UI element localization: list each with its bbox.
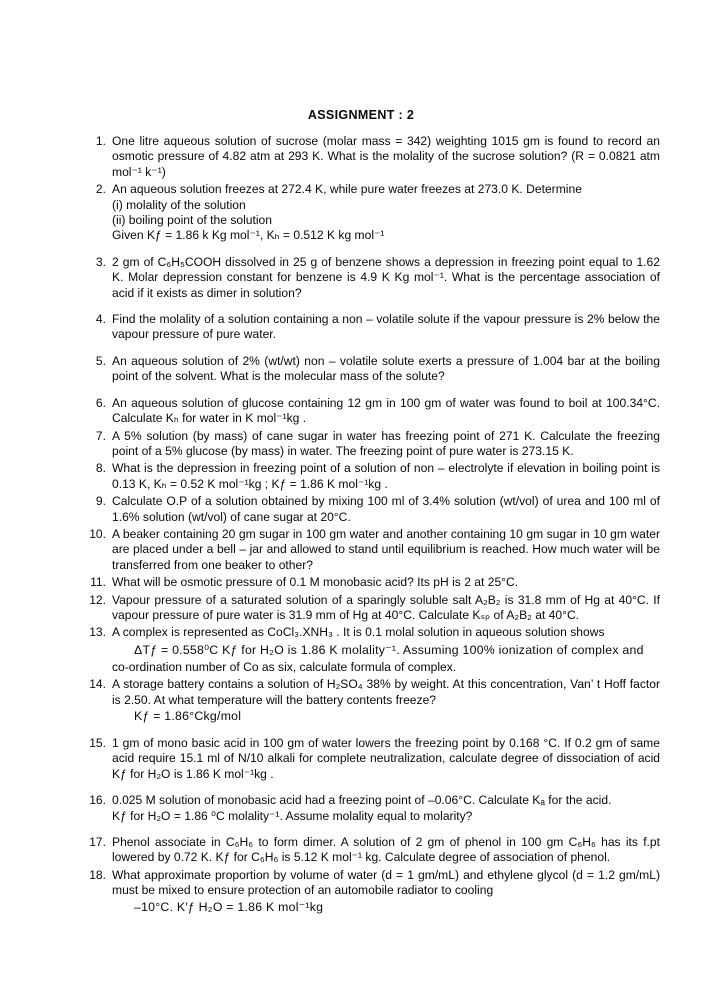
question-number: 13. bbox=[89, 625, 106, 640]
page-title: ASSIGNMENT : 2 bbox=[307, 108, 415, 122]
question-item-13 bbox=[84, 625, 660, 675]
question-tail: co-ordination number of Co as six, calculate formula of complex. bbox=[112, 659, 457, 674]
question-text: An aqueous solution freezes at 272.4 K, while pure water freezes at 273.0 K. Determine bbox=[112, 182, 582, 197]
question-number: 18. bbox=[89, 867, 106, 882]
question-text: A storage battery contains a solution of H₂SO₄ 38% by weight. At this concentration, Van’ t Hoff factor is 2.50. At what temperature will the battery contents freeze? bbox=[112, 677, 660, 707]
question-item-18 bbox=[84, 868, 660, 916]
question-item-15 bbox=[84, 736, 660, 782]
question-number: 5. bbox=[95, 353, 106, 368]
question-number: 11. bbox=[90, 575, 106, 590]
question-text: 2 gm of C₆H₅COOH dissolved in 25 g of benzene shows a depression in freezing point equal to 1.62 K. Molar depression constant for benzene is 4.9 K Kg mol⁻¹. What is the percentage association of acid if it exists as dimer in solution? bbox=[112, 254, 660, 300]
question-number: 14. bbox=[89, 677, 106, 692]
question-item-8 bbox=[84, 461, 660, 492]
question-item-7 bbox=[84, 429, 660, 460]
question-text: Phenol associate in C₆H₆ to form dimer. A solution of 2 gm of phenol in 100 gm C₆H₆ has its f.pt lowered by 0.72 K. Kƒ for C₆H₆ is 5.12 K mol⁻¹ kg. Calculate degree of association of phenol. bbox=[112, 835, 660, 865]
question-text: An aqueous solution of glucose containing 12 gm in 100 gm of water was found to boil at 100.34°C. Calculate Kₕ for water in K mol⁻¹kg . bbox=[112, 395, 660, 426]
question-formula: Kƒ = 1.86°Ckg/mol bbox=[134, 709, 242, 723]
question-text: One litre aqueous solution of sucrose (molar mass = 342) weighting 1015 gm is found to record an osmotic pressure of 4.82 atm at 293 K. What is the molality of the sucrose solution? (R = 0.0821 atm mol⁻¹ k⁻¹) bbox=[112, 134, 660, 179]
question-item-9 bbox=[84, 494, 660, 525]
question-item-16 bbox=[84, 793, 660, 824]
question-number: 2. bbox=[95, 182, 106, 197]
question-text: 1 gm of mono basic acid in 100 gm of water lowers the freezing point by 0.168 °C. If 0.2 gm of same acid require 15.1 ml of N/10 alkali for complete neutralization, calculate degree of dissociation of acid Kƒ for H₂O is 1.86 K mol⁻¹kg . bbox=[112, 736, 660, 781]
question-number: 9. bbox=[95, 494, 106, 509]
question-number: 4. bbox=[95, 312, 106, 327]
question-number: 12. bbox=[89, 592, 106, 607]
question-formula: –10°C. K′ƒ H₂O = 1.86 K mol⁻¹kg bbox=[134, 899, 324, 914]
question-subline: (i) molality of the solution bbox=[112, 197, 246, 212]
question-text: 0.025 M solution of monobasic acid had a freezing point of –0.06°C. Calculate Kₐ for the acid. bbox=[112, 793, 612, 808]
question-tail: Kƒ for H₂O = 1.86 ⁰C molality⁻¹. Assume molality equal to molarity? bbox=[112, 808, 473, 823]
question-text: A 5% solution (by mass) of cane sugar in water has freezing point of 271 K. Calculate the freezing point of a 5% glucose (by mass) in water. The freezing point of pure water is 273.15 K. bbox=[112, 428, 660, 458]
question-number: 3. bbox=[95, 254, 106, 269]
question-list bbox=[84, 134, 660, 916]
question-item-4 bbox=[84, 312, 660, 343]
question-text: What is the depression in freezing point of a solution of non – electrolyte if elevation in boiling point is 0.13 K, Kₕ = 0.52 K mol⁻¹kg ; Kƒ = 1.86 K mol⁻¹kg . bbox=[112, 461, 660, 491]
question-number: 15. bbox=[89, 736, 106, 750]
question-item-11 bbox=[84, 575, 660, 590]
question-item-10 bbox=[84, 527, 660, 573]
question-number: 8. bbox=[95, 461, 106, 476]
question-number: 7. bbox=[95, 428, 106, 443]
question-text: A beaker containing 20 gm sugar in 100 gm water and another containing 10 gm sugar in 10 gm water are placed under a bell – jar and allowed to stand until equilibrium is reached. How much water will be transferred from one beaker to other? bbox=[112, 526, 660, 572]
question-text: Find the molality of a solution containing a non – volatile solute if the vapour pressure is 2% below the vapour pressure of pure water. bbox=[112, 312, 660, 342]
question-item-5 bbox=[84, 354, 660, 385]
question-number: 6. bbox=[95, 395, 106, 410]
question-formula: ΔTƒ = 0.558⁰C Kƒ for H₂O is 1.86 K molality⁻¹. Assuming 100% ionization of complex and bbox=[134, 642, 644, 657]
question-text: What will be osmotic pressure of 0.1 M monobasic acid? Its pH is 2 at 25°C. bbox=[112, 575, 519, 590]
question-number: 10. bbox=[89, 526, 106, 541]
question-item-14 bbox=[84, 677, 660, 725]
question-item-3 bbox=[84, 255, 660, 301]
question-text: An aqueous solution of 2% (wt/wt) non – volatile solute exerts a pressure of 1.004 bar at the boiling point of the solvent. What is the molecular mass of the solute? bbox=[112, 353, 660, 384]
question-text: A complex is represented as CoCl₃.XNH₃ . It is 0.1 molal solution in aqueous solution shows bbox=[112, 625, 605, 640]
question-item-1 bbox=[84, 134, 660, 180]
question-item-2 bbox=[84, 182, 660, 244]
question-number: 17. bbox=[89, 835, 106, 850]
question-text: Vapour pressure of a saturated solution of a sparingly soluble salt A₂B₂ is 31.8 mm of Hg at 40°C. If vapour pressure of pure water is 31.9 mm of Hg at 40°C. Calculate Kₛₚ of A₂B₂ at 40°C. bbox=[112, 592, 660, 622]
question-subline: (ii) boiling point of the solution bbox=[112, 213, 273, 228]
question-item-12 bbox=[84, 593, 660, 624]
question-number: 1. bbox=[95, 134, 106, 148]
question-text: Calculate O.P of a solution obtained by mixing 100 ml of 3.4% solution (wt/vol) of urea and 100 ml of 1.6% solution (wt/vol) of cane sugar at 20°C. bbox=[112, 494, 660, 524]
question-text: What approximate proportion by volume of water (d = 1 gm/mL) and ethylene glycol (d = 1.2 gm/mL) must be mixed to ensure protection of an automobile radiator to cooling bbox=[112, 867, 660, 898]
question-item-6 bbox=[84, 396, 660, 427]
question-item-17 bbox=[84, 835, 660, 866]
question-number: 16. bbox=[89, 793, 106, 808]
question-subline: Given Kƒ = 1.86 k Kg mol⁻¹, Kₕ = 0.512 K kg mol⁻¹ bbox=[112, 228, 385, 243]
